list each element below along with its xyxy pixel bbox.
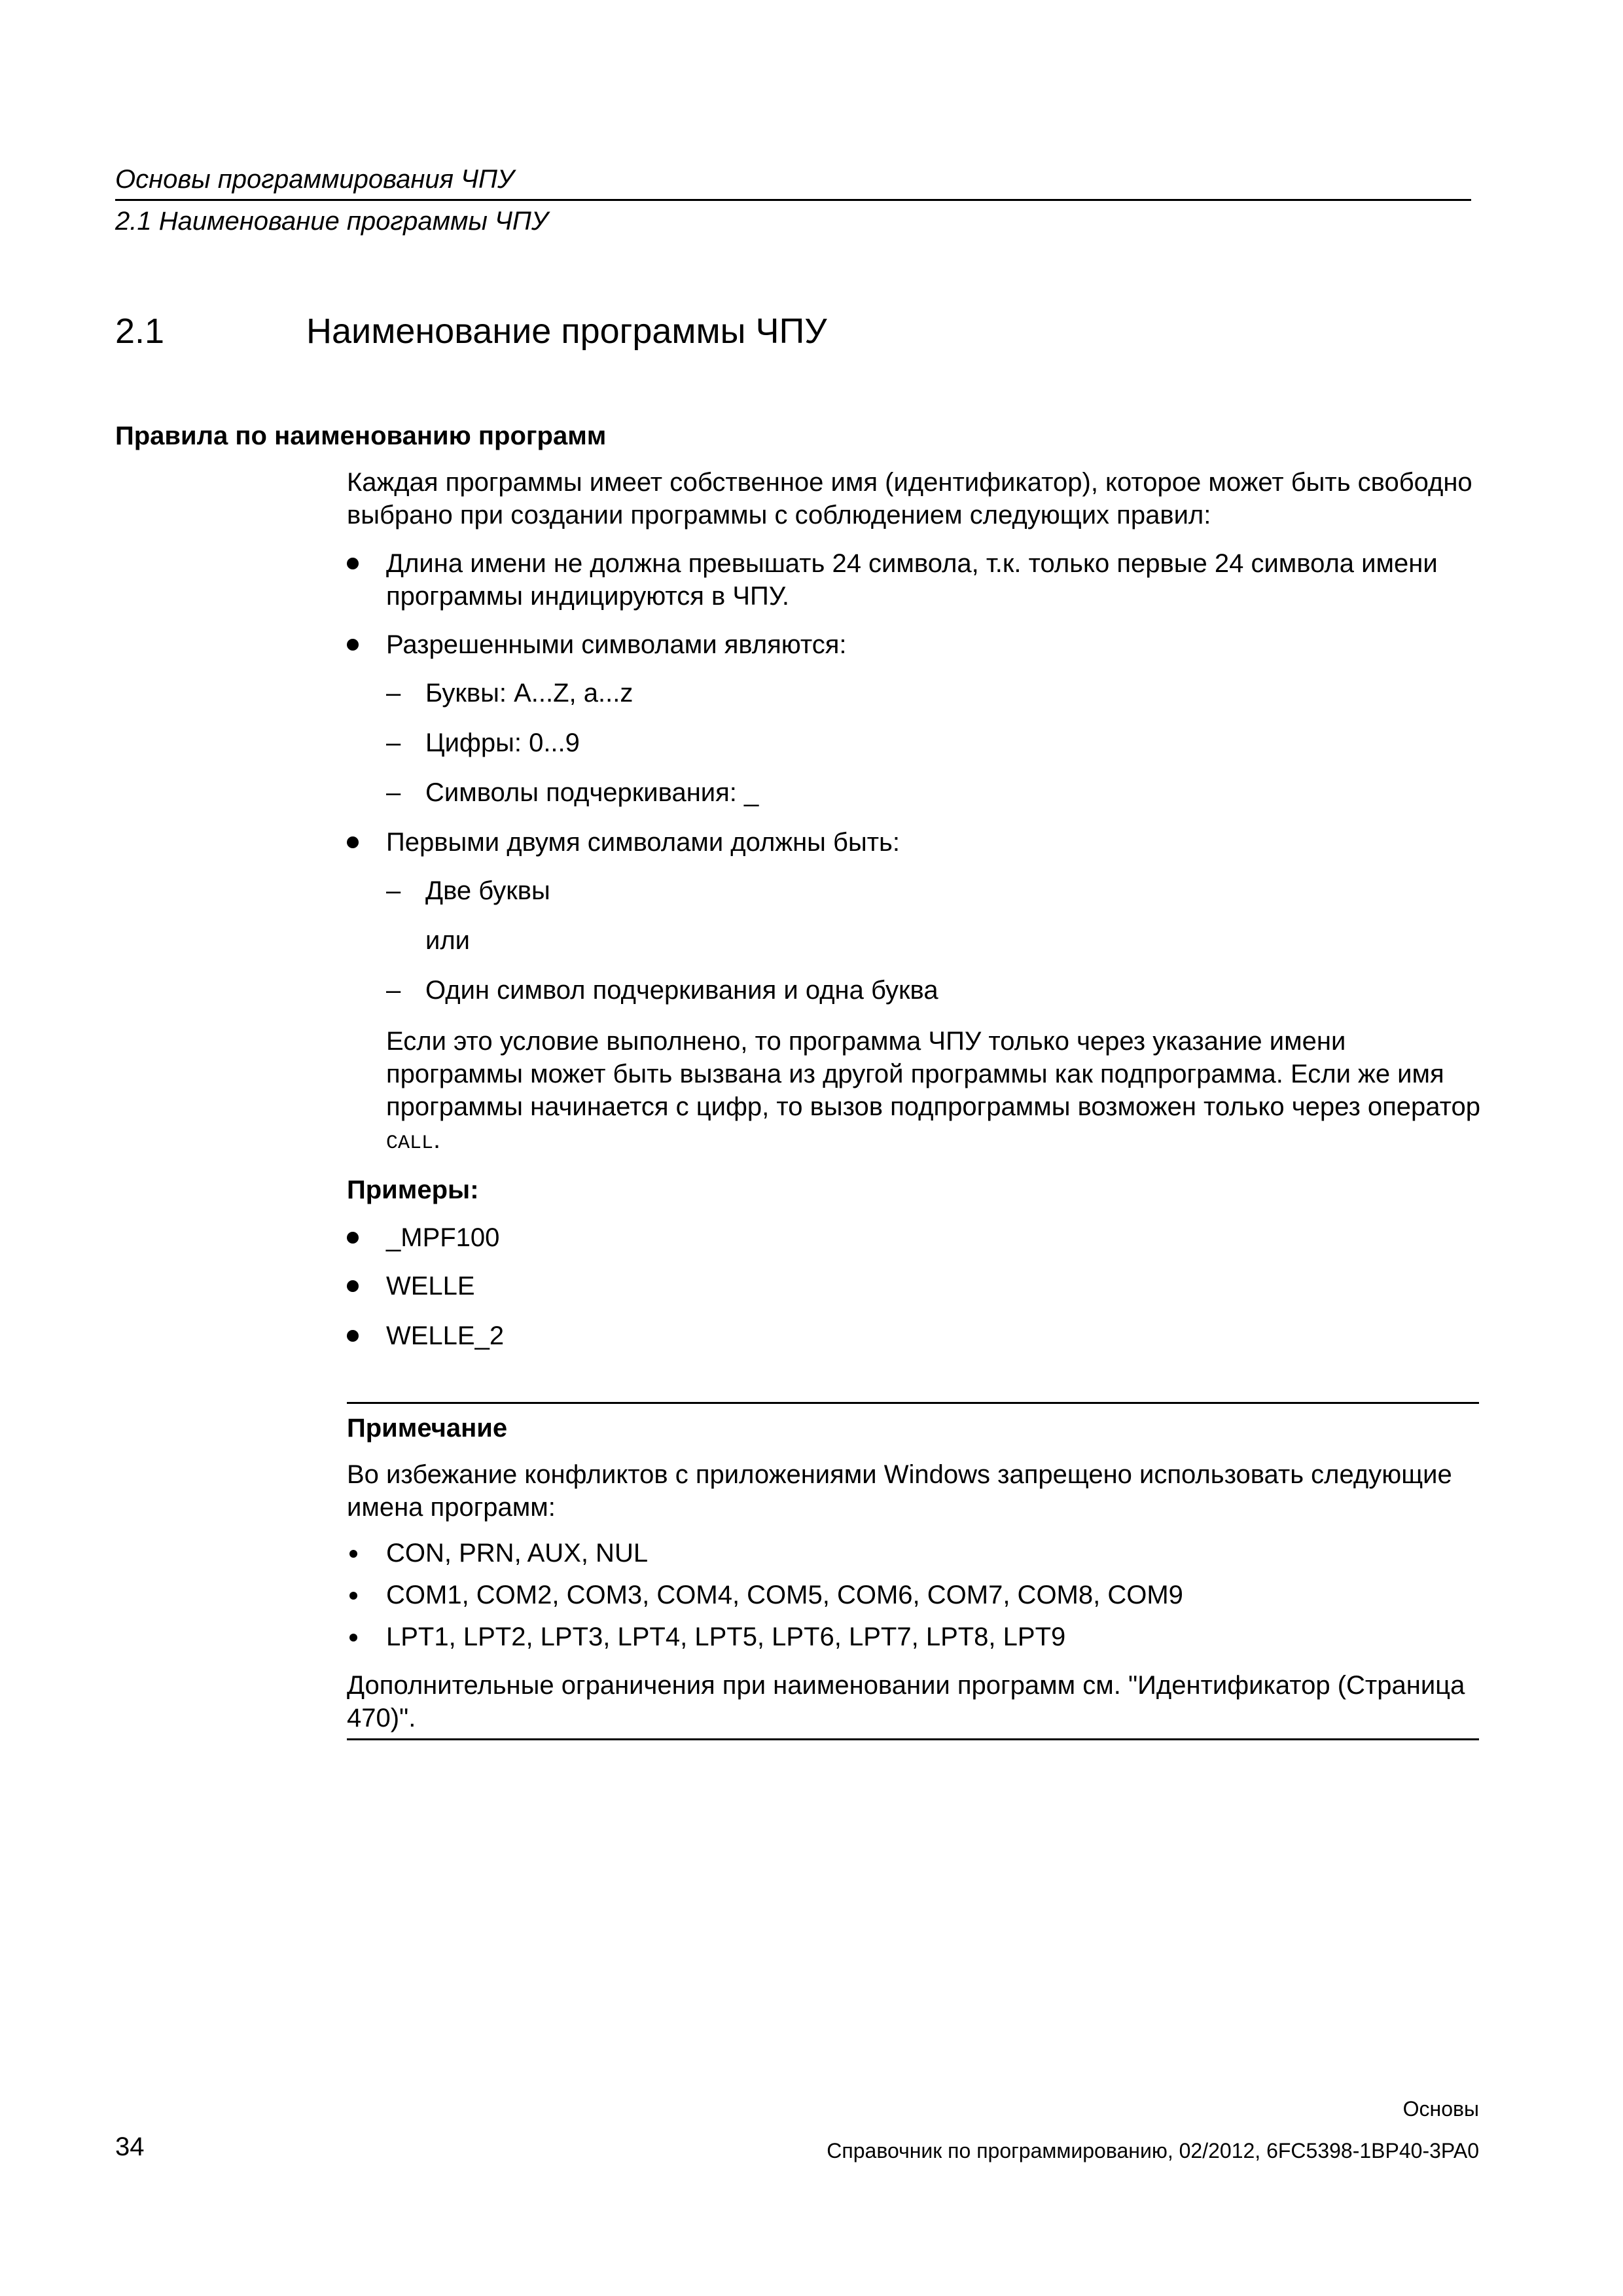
bullet-dot: [347, 1330, 359, 1342]
bullet-dot: [347, 1232, 359, 1244]
dash-marker: –: [386, 728, 401, 757]
bullet-dot: [347, 836, 359, 848]
example-item: WELLE_2: [386, 1321, 505, 1350]
allowed-digits: Цифры: 0...9: [425, 728, 580, 757]
condition-text: Если это условие выполнено, то программа ЧПУ только через указание имени программы может быть вызвана из другой программы как подпрограмма. Если же имя программы начинается с цифр, то вызов подпрограммы возможен только через оператор: [386, 1027, 1481, 1121]
bullet-dot: [349, 1634, 357, 1641]
bullet-dot: [347, 1280, 359, 1292]
dash-marker: –: [386, 976, 401, 1005]
reserved-names: LPT1, LPT2, LPT3, LPT4, LPT5, LPT6, LPT7, LPT8, LPT9: [386, 1623, 1066, 1651]
page-number: 34: [115, 2132, 145, 2161]
footer-reference: Справочник по программированию, 02/2012, 6FC5398-1BP40-3PA0: [827, 2139, 1479, 2162]
condition-period: .: [433, 1125, 441, 1154]
allowed-underscore: Символы подчеркивания: _: [425, 778, 759, 807]
footer-title: Основы: [1402, 2097, 1479, 2121]
example-item: WELLE: [386, 1272, 475, 1300]
section-number: 2.1: [115, 312, 165, 351]
call-keyword: CALL: [386, 1132, 434, 1155]
rules-heading: Правила по наименованию программ: [115, 422, 607, 450]
running-header-section: 2.1 Наименование программы ЧПУ: [115, 207, 548, 236]
first-two-letters: Две буквы: [425, 876, 550, 905]
rule-length: Длина имени не должна превышать 24 символа, т.к. только первые 24 символа имени программы индицируются в ЧПУ.: [386, 549, 1438, 611]
reserved-names: CON, PRN, AUX, NUL: [386, 1539, 649, 1568]
bullet-dot: [349, 1592, 357, 1600]
condition-paragraph: [386, 1025, 1486, 1160]
rule-first-chars: Первыми двумя символами должны быть:: [386, 828, 900, 857]
note-text: Во избежание конфликтов с приложениями Windows запрещено использовать следующие имена программ:: [347, 1460, 1452, 1522]
or-text: или: [425, 926, 471, 955]
bullet-dot: [347, 639, 359, 651]
dash-marker: –: [386, 876, 401, 905]
example-item: _MPF100: [386, 1223, 500, 1252]
bullet-dot: [347, 558, 359, 569]
note-heading: Примечание: [347, 1414, 508, 1443]
dash-marker: –: [386, 679, 401, 708]
running-header-chapter: Основы программирования ЧПУ: [115, 165, 514, 194]
reserved-names: COM1, COM2, COM3, COM4, COM5, COM6, COM7, COM8, COM9: [386, 1581, 1183, 1609]
note-reference: Дополнительные ограничения при наименовании программ см. "Идентификатор (Страница 470)".: [347, 1671, 1465, 1732]
note-bottom-rule: [347, 1738, 1479, 1740]
allowed-letters: Буквы: A...Z, a...z: [425, 679, 633, 708]
header-rule: [115, 199, 1471, 201]
first-underscore-letter: Один символ подчеркивания и одна буква: [425, 976, 938, 1005]
note-top-rule: [347, 1402, 1479, 1404]
examples-heading: Примеры:: [347, 1175, 479, 1204]
bullet-dot: [349, 1550, 357, 1558]
section-title: Наименование программы ЧПУ: [306, 312, 827, 351]
rules-intro: Каждая программы имеет собственное имя (идентификатор), которое может быть свободно выбрано при создании программы с соблюдением следующих правил:: [347, 468, 1472, 529]
dash-marker: –: [386, 778, 401, 807]
rule-allowed-chars: Разрешенными символами являются:: [386, 630, 847, 659]
